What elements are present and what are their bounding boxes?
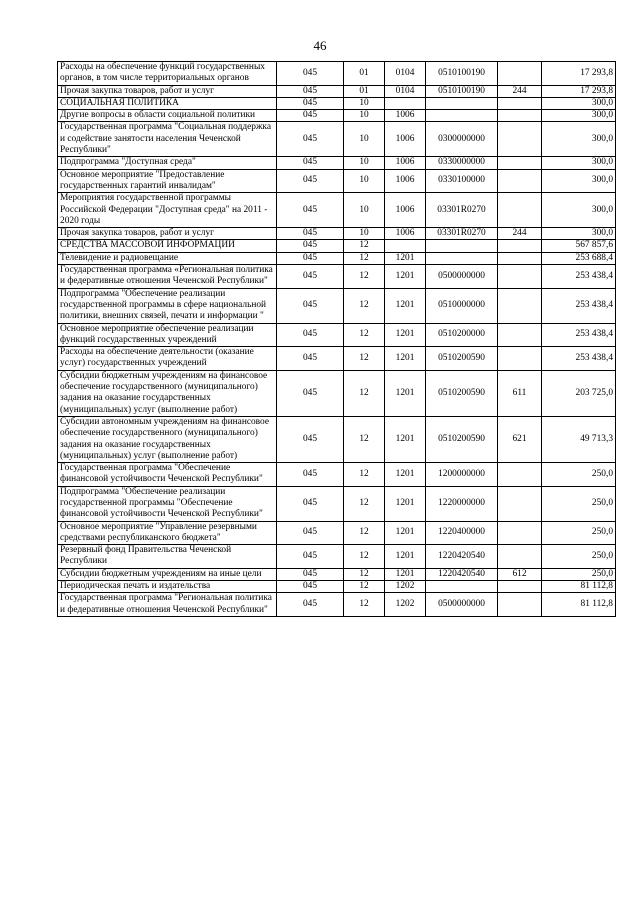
amount: 250,0: [542, 463, 616, 487]
subsection-code: 1006: [385, 193, 426, 228]
ministry-code: 045: [277, 545, 344, 569]
table-row: [58, 347, 616, 371]
row-name: Другие вопросы в области социальной политики: [58, 110, 277, 122]
ministry-code: 045: [277, 370, 344, 416]
ministry-code: 045: [277, 240, 344, 252]
table-row: [58, 85, 616, 97]
section-code: 12: [344, 581, 385, 593]
row-name: Расходы на обеспечение функций государственных органов, в том числе территориальных органов: [58, 62, 277, 86]
target-article-code: 0510000000: [426, 288, 498, 323]
ministry-code: 045: [277, 568, 344, 580]
section-code: 10: [344, 228, 385, 240]
table-row: [58, 228, 616, 240]
ministry-code: 045: [277, 193, 344, 228]
subsection-code: 1201: [385, 463, 426, 487]
subsection-code: 1201: [385, 288, 426, 323]
row-name: Основное мероприятие "Предоставление государственных гарантий инвалидам": [58, 169, 277, 193]
row-name: Подпрограмма "Обеспечение реализации государственной программы "Обеспечение финансовой устойчивости Чеченской Республики": [58, 486, 277, 521]
target-article-code: 0510200590: [426, 416, 498, 462]
target-article-code: [426, 97, 498, 109]
table-row: [58, 593, 616, 617]
section-code: 10: [344, 157, 385, 169]
ministry-code: 045: [277, 97, 344, 109]
subsection-code: 1201: [385, 370, 426, 416]
section-code: 12: [344, 486, 385, 521]
section-code: 10: [344, 169, 385, 193]
ministry-code: 045: [277, 62, 344, 86]
expense-type-code: [498, 545, 542, 569]
target-article-code: 0510200590: [426, 347, 498, 371]
expense-type-code: [498, 486, 542, 521]
expense-type-code: [498, 463, 542, 487]
ministry-code: 045: [277, 581, 344, 593]
amount: 250,0: [542, 568, 616, 580]
amount: 253 438,4: [542, 288, 616, 323]
target-article-code: 0330100000: [426, 169, 498, 193]
table-row: [58, 252, 616, 264]
row-name: Государственная программа «Региональная политика и федеративные отношения Чеченской Республики": [58, 265, 277, 289]
target-article-code: 03301R0270: [426, 228, 498, 240]
target-article-code: 0510100190: [426, 62, 498, 86]
target-article-code: 1220420540: [426, 545, 498, 569]
row-name: Государственная программа "Социальная поддержка и содействие занятости населения Чеченской Республики": [58, 122, 277, 157]
subsection-code: [385, 240, 426, 252]
table-row: [58, 463, 616, 487]
target-article-code: 0510100190: [426, 85, 498, 97]
budget-table: [57, 61, 616, 617]
ministry-code: 045: [277, 157, 344, 169]
row-name: Основное мероприятие обеспечение реализации функций государственных учреждений: [58, 323, 277, 347]
row-name: Телевидение и радиовещание: [58, 252, 277, 264]
amount: 81 112,8: [542, 581, 616, 593]
table-row: [58, 169, 616, 193]
table-row: [58, 240, 616, 252]
amount: 250,0: [542, 545, 616, 569]
target-article-code: [426, 110, 498, 122]
subsection-code: 1201: [385, 545, 426, 569]
section-code: 10: [344, 122, 385, 157]
section-code: 12: [344, 370, 385, 416]
target-article-code: 0500000000: [426, 265, 498, 289]
table-row: [58, 323, 616, 347]
subsection-code: 1201: [385, 347, 426, 371]
row-name: Субсидии бюджетным учреждениям на финансовое обеспечение государственного (муниципального) задания на оказание государственных (муниципальных) услуг (выполнение работ): [58, 370, 277, 416]
ministry-code: 045: [277, 228, 344, 240]
expense-type-code: [498, 581, 542, 593]
row-name: Основное мероприятие "Управление резервными средствами республиканского бюджета": [58, 521, 277, 545]
section-code: 12: [344, 416, 385, 462]
expense-type-code: [498, 521, 542, 545]
table-row: [58, 486, 616, 521]
amount: 17 293,8: [542, 62, 616, 86]
subsection-code: 1201: [385, 252, 426, 264]
expense-type-code: [498, 62, 542, 86]
ministry-code: 045: [277, 252, 344, 264]
table-row: [58, 62, 616, 86]
table-row: [58, 265, 616, 289]
expense-type-code: [498, 110, 542, 122]
expense-type-code: 611: [498, 370, 542, 416]
ministry-code: 045: [277, 169, 344, 193]
ministry-code: 045: [277, 416, 344, 462]
target-article-code: 0300000000: [426, 122, 498, 157]
expense-type-code: [498, 265, 542, 289]
section-code: 12: [344, 545, 385, 569]
amount: 250,0: [542, 521, 616, 545]
subsection-code: 1202: [385, 593, 426, 617]
table-row: [58, 416, 616, 462]
row-name: СОЦИАЛЬНАЯ ПОЛИТИКА: [58, 97, 277, 109]
subsection-code: 1201: [385, 568, 426, 580]
ministry-code: 045: [277, 265, 344, 289]
amount: 253 438,4: [542, 265, 616, 289]
table-row: [58, 581, 616, 593]
target-article-code: [426, 252, 498, 264]
row-name: Подпрограмма "Доступная среда": [58, 157, 277, 169]
expense-type-code: [498, 347, 542, 371]
expense-type-code: 612: [498, 568, 542, 580]
section-code: 10: [344, 97, 385, 109]
table-row: [58, 97, 616, 109]
amount: 300,0: [542, 110, 616, 122]
subsection-code: 0104: [385, 62, 426, 86]
expense-type-code: [498, 240, 542, 252]
section-code: 01: [344, 85, 385, 97]
section-code: 12: [344, 347, 385, 371]
amount: 300,0: [542, 228, 616, 240]
subsection-code: 1202: [385, 581, 426, 593]
section-code: 12: [344, 265, 385, 289]
row-name: Субсидии автономным учреждениям на финансовое обеспечение государственного (муниципального) задания на оказание государственных (муниципальных) услуг (выполнение работ): [58, 416, 277, 462]
amount: 17 293,8: [542, 85, 616, 97]
subsection-code: 1201: [385, 521, 426, 545]
target-article-code: 0510200000: [426, 323, 498, 347]
subsection-code: 0104: [385, 85, 426, 97]
amount: 300,0: [542, 169, 616, 193]
table-row: [58, 122, 616, 157]
row-name: Прочая закупка товаров, работ и услуг: [58, 85, 277, 97]
section-code: 12: [344, 288, 385, 323]
row-name: Государственная программа "Региональная политика и федеративные отношения Чеченской Республики": [58, 593, 277, 617]
target-article-code: 0330000000: [426, 157, 498, 169]
expense-type-code: [498, 169, 542, 193]
target-article-code: 1220000000: [426, 486, 498, 521]
expense-type-code: [498, 157, 542, 169]
expense-type-code: [498, 288, 542, 323]
table-row: [58, 110, 616, 122]
ministry-code: 045: [277, 463, 344, 487]
row-name: Мероприятия государственной программы Российской Федерации "Доступная среда" на 2011 - 2020 годы: [58, 193, 277, 228]
expense-type-code: [498, 122, 542, 157]
amount: 203 725,0: [542, 370, 616, 416]
amount: 300,0: [542, 193, 616, 228]
subsection-code: 1006: [385, 122, 426, 157]
ministry-code: 045: [277, 323, 344, 347]
section-code: 12: [344, 323, 385, 347]
amount: 81 112,8: [542, 593, 616, 617]
target-article-code: 03301R0270: [426, 193, 498, 228]
expense-type-code: 244: [498, 85, 542, 97]
row-name: Расходы на обеспечение деятельности (оказание услуг) государственных учреждений: [58, 347, 277, 371]
section-code: 12: [344, 252, 385, 264]
ministry-code: 045: [277, 521, 344, 545]
ministry-code: 045: [277, 85, 344, 97]
expense-type-code: [498, 252, 542, 264]
subsection-code: 1201: [385, 265, 426, 289]
section-code: 12: [344, 463, 385, 487]
row-name: СРЕДСТВА МАССОВОЙ ИНФОРМАЦИИ: [58, 240, 277, 252]
row-name: Подпрограмма "Обеспечение реализации государственной программы в сфере национальной политики, внешних связей, печати и информации ": [58, 288, 277, 323]
target-article-code: [426, 581, 498, 593]
subsection-code: 1006: [385, 228, 426, 240]
amount: 567 857,6: [542, 240, 616, 252]
subsection-code: 1006: [385, 157, 426, 169]
target-article-code: 1220400000: [426, 521, 498, 545]
target-article-code: 1200000000: [426, 463, 498, 487]
target-article-code: 0510200590: [426, 370, 498, 416]
amount: 250,0: [542, 486, 616, 521]
target-article-code: 1220420540: [426, 568, 498, 580]
section-code: 01: [344, 62, 385, 86]
ministry-code: 045: [277, 110, 344, 122]
subsection-code: 1201: [385, 416, 426, 462]
section-code: 12: [344, 240, 385, 252]
subsection-code: 1006: [385, 110, 426, 122]
ministry-code: 045: [277, 486, 344, 521]
amount: 300,0: [542, 157, 616, 169]
ministry-code: 045: [277, 347, 344, 371]
section-code: 10: [344, 110, 385, 122]
row-name: Прочая закупка товаров, работ и услуг: [58, 228, 277, 240]
amount: 253 438,4: [542, 347, 616, 371]
table-row: [58, 568, 616, 580]
subsection-code: 1201: [385, 323, 426, 347]
expense-type-code: [498, 593, 542, 617]
row-name: Периодическая печать и издательства: [58, 581, 277, 593]
ministry-code: 045: [277, 593, 344, 617]
expense-type-code: 244: [498, 228, 542, 240]
table-row: [58, 157, 616, 169]
table-row: [58, 193, 616, 228]
target-article-code: 0500000000: [426, 593, 498, 617]
expense-type-code: [498, 97, 542, 109]
amount: 49 713,3: [542, 416, 616, 462]
table-row: [58, 288, 616, 323]
expense-type-code: [498, 193, 542, 228]
row-name: Государственная программа "Обеспечение финансовой устойчивости Чеченской Республики": [58, 463, 277, 487]
section-code: 12: [344, 593, 385, 617]
amount: 300,0: [542, 97, 616, 109]
subsection-code: [385, 97, 426, 109]
amount: 253 688,4: [542, 252, 616, 264]
ministry-code: 045: [277, 122, 344, 157]
target-article-code: [426, 240, 498, 252]
table-row: [58, 370, 616, 416]
section-code: 12: [344, 521, 385, 545]
subsection-code: 1006: [385, 169, 426, 193]
amount: 253 438,4: [542, 323, 616, 347]
row-name: Субсидии бюджетным учреждениям на иные цели: [58, 568, 277, 580]
section-code: 12: [344, 568, 385, 580]
expense-type-code: 621: [498, 416, 542, 462]
amount: 300,0: [542, 122, 616, 157]
ministry-code: 045: [277, 288, 344, 323]
table-row: [58, 545, 616, 569]
row-name: Резервный фонд Правительства Чеченской Республики: [58, 545, 277, 569]
section-code: 10: [344, 193, 385, 228]
page-number: 46: [313, 38, 327, 53]
subsection-code: 1201: [385, 486, 426, 521]
expense-type-code: [498, 323, 542, 347]
table-row: [58, 521, 616, 545]
